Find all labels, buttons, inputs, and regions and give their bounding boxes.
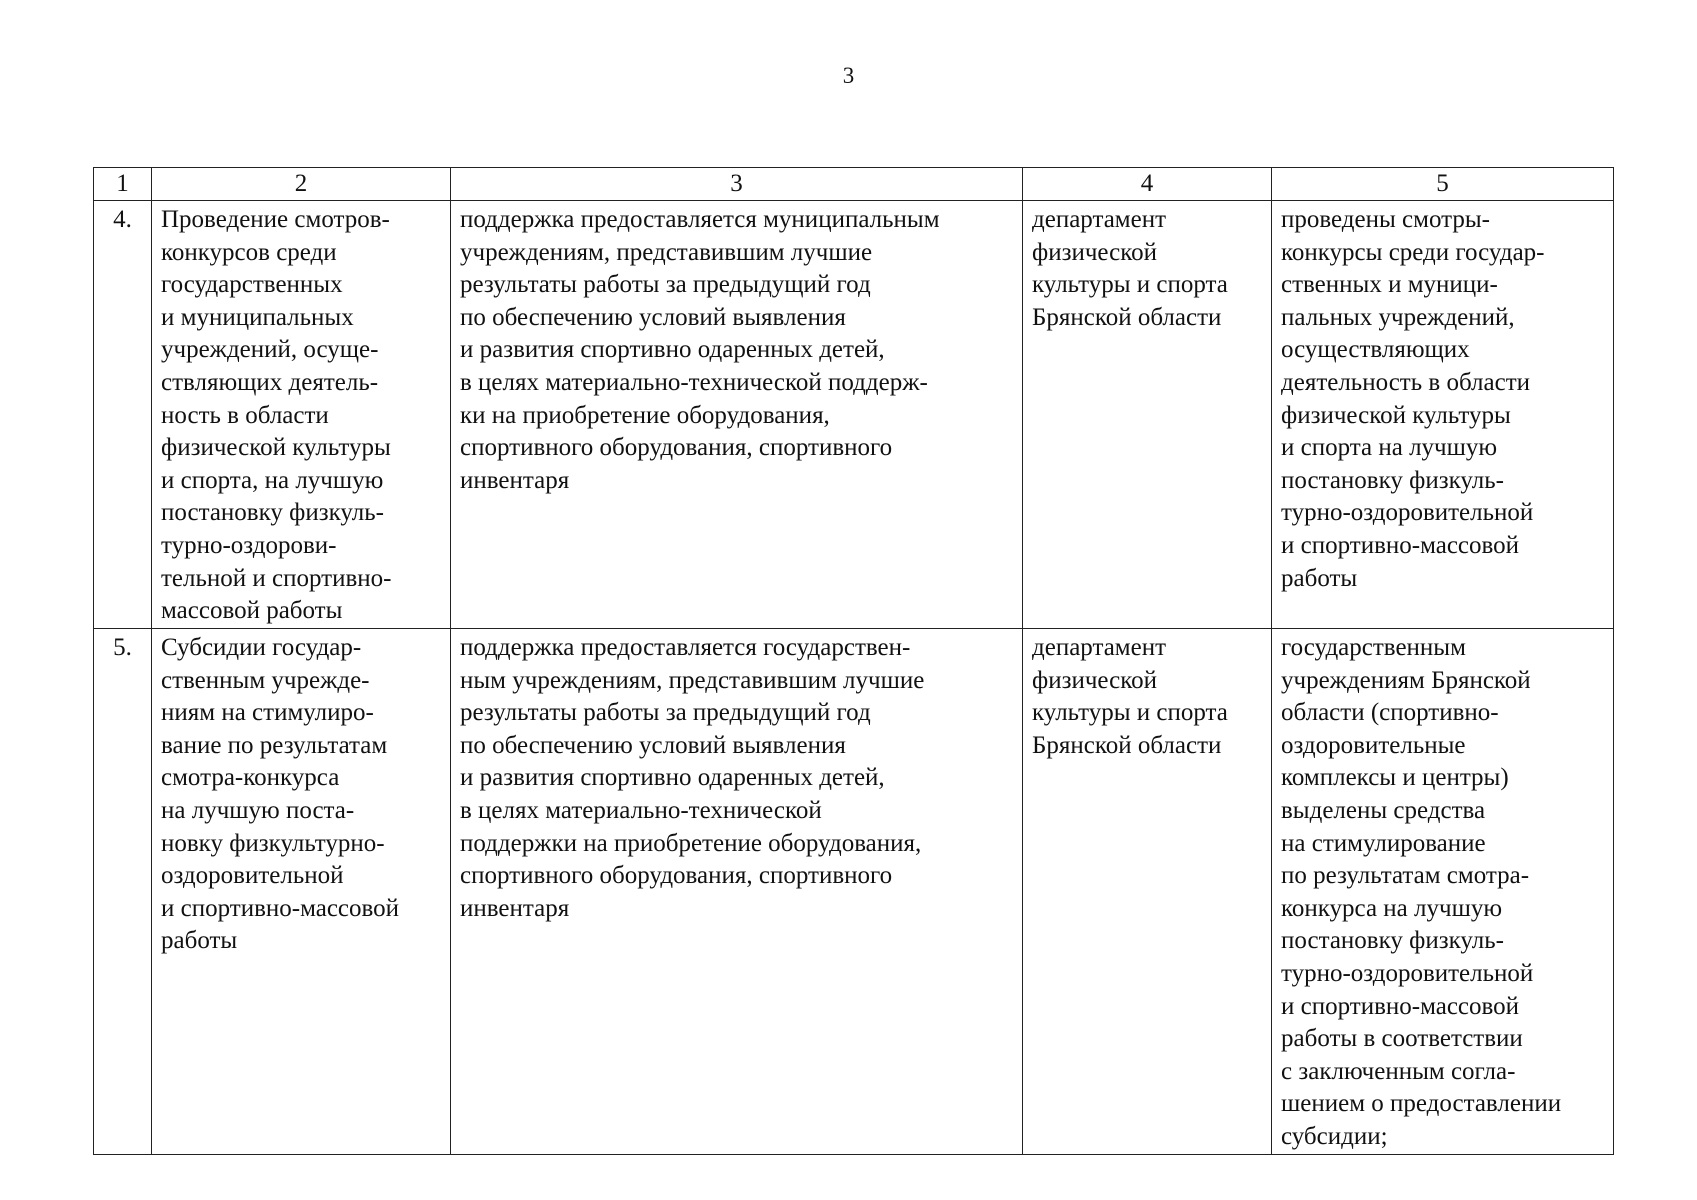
measure-name-cell: Проведение смотров- конкурсов среди государственных и муниципальных учреждений, осуще- ствляющих деятель- ность в области физической культуры и спорта, на лучшую постановку физкуль- турно-оздорови- тельной и спортивно- массовой работы <box>152 201 451 629</box>
result-cell: проведены смотры- конкурсы среди государ- ственных и муници- пальных учреждений, осуществляющих деятельность в области физической культуры и спорта на лучшую постановку физкуль- турно-оздоровительной и спортивно-массовой работы <box>1272 201 1614 629</box>
row-number: 5. <box>94 629 152 1155</box>
header-cell-3: 3 <box>451 168 1023 201</box>
support-description-cell: поддержка предоставляется государствен- ным учреждениям, представившим лучшие результаты работы за предыдущий год по обеспечению условий выявления и развития спортивно одаренных детей, в целях материально-технической поддержки на приобретение оборудования, спортивного оборудования, спортивного инвентаря <box>451 629 1023 1155</box>
measure-name-cell: Субсидии государ- ственным учрежде- ниям на стимулиро- вание по результатам смотра-конкурса на лучшую поста- новку физкультурно- оздоровительной и спортивно-массовой работы <box>152 629 451 1155</box>
responsible-body-cell: департамент физической культуры и спорта Брянской области <box>1023 629 1272 1155</box>
header-cell-4: 4 <box>1023 168 1272 201</box>
measures-table <box>93 167 1614 1155</box>
table-header-row <box>94 168 1614 201</box>
page-number: 3 <box>842 63 855 88</box>
row-number: 4. <box>94 201 152 629</box>
header-cell-2: 2 <box>152 168 451 201</box>
result-cell: государственным учреждениям Брянской области (спортивно- оздоровительные комплексы и центры) выделены средства на стимулирование по результатам смотра- конкурса на лучшую постановку физкуль- турно-оздоровительной и спортивно-массовой работы в соответствии с заключенным согла- шением о предоставлении субсидии; <box>1272 629 1614 1155</box>
support-description-cell: поддержка предоставляется муниципальным учреждениям, представившим лучшие результаты работы за предыдущий год по обеспечению условий выявления и развития спортивно одаренных детей, в целях материально-технической поддерж- ки на приобретение оборудования, спортивного оборудования, спортивного инвентаря <box>451 201 1023 629</box>
header-cell-5: 5 <box>1272 168 1614 201</box>
table-row <box>94 201 1614 629</box>
header-cell-1: 1 <box>94 168 152 201</box>
table-row <box>94 629 1614 1155</box>
responsible-body-cell: департамент физической культуры и спорта Брянской области <box>1023 201 1272 629</box>
